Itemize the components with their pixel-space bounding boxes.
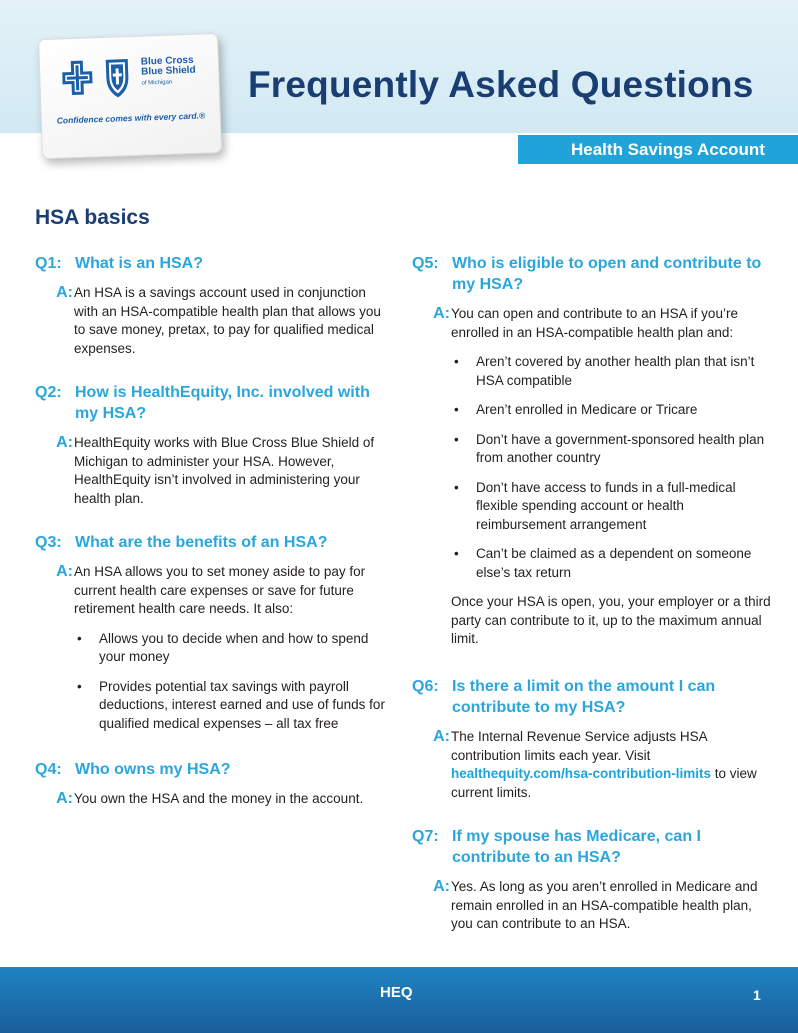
card-tagline: Confidence comes with every card.® xyxy=(56,110,206,126)
answer xyxy=(412,305,772,649)
subtitle-bar: Health Savings Account xyxy=(518,135,798,164)
question-text: What is an HSA? xyxy=(75,255,204,272)
answer-text: Yes. As long as you aren’t enrolled in Medicare and remain enrolled in an HSA-compatible health plan, you can contribute to an HSA. xyxy=(451,879,758,931)
list-item: • Don’t have access to funds in a full-medical flexible spending account or health reimbursement arrangement xyxy=(451,479,772,535)
answer-text-part: to view current limits. xyxy=(451,766,757,800)
question xyxy=(35,759,390,780)
answer-label: A: xyxy=(56,563,73,580)
list-item: • Aren’t enrolled in Medicare or Tricare xyxy=(451,401,772,420)
faq-item-q7 xyxy=(412,826,772,934)
footer-label: HEQ xyxy=(380,984,413,1001)
answer xyxy=(35,434,390,508)
faq-item-q5 xyxy=(412,253,772,649)
question-text: Is there a limit on the amount I can contribute to my HSA? xyxy=(452,678,716,716)
question-text: If my spouse has Medicare, can I contribute to an HSA? xyxy=(452,828,701,866)
question-text: Who owns my HSA? xyxy=(75,761,231,778)
cross-shield-icon xyxy=(62,57,139,102)
answer-text: An HSA is a savings account used in conjunction with an HSA-compatible health plan that allows you to save money, pretax, to pay for qualified medical expenses. xyxy=(74,285,381,356)
question xyxy=(35,382,390,424)
bullet-list xyxy=(451,353,772,582)
list-item: • Allows you to decide when and how to spend your money xyxy=(74,630,390,667)
section-title: HSA basics xyxy=(35,206,150,229)
card-brand xyxy=(141,56,197,89)
question xyxy=(412,826,772,868)
question xyxy=(35,532,390,553)
question-text: How is HealthEquity, Inc. involved with my HSA? xyxy=(75,384,370,422)
question-text: Who is eligible to open and contribute to my HSA? xyxy=(452,255,762,293)
page-title: Frequently Asked Questions xyxy=(248,64,754,105)
answer-text-part: The Internal Revenue Service adjusts HSA contribution limits each year. Visit xyxy=(451,729,707,763)
card-brand-line1: Blue Cross xyxy=(140,54,194,68)
answer-text: An HSA allows you to set money aside to pay for current health care expenses or save for future retirement health care needs. It also: xyxy=(74,564,366,616)
list-item: • Aren’t covered by another health plan that isn’t HSA compatible xyxy=(451,353,772,390)
answer-followup-text: Once your HSA is open, you, your employer or a third party can contribute to it, up to the maximum annual limit. xyxy=(451,594,771,646)
answer-body xyxy=(74,563,390,744)
answer-text: You own the HSA and the money in the account. xyxy=(74,791,364,806)
question-number: Q5: xyxy=(412,255,439,272)
answer-text: You can open and contribute to an HSA if you’re enrolled in an HSA-compatible health plan and: xyxy=(451,306,738,340)
answer xyxy=(412,728,772,802)
bcbs-card-logo xyxy=(38,33,222,159)
card-brand-line2: Blue Shield xyxy=(140,64,196,78)
footer-band xyxy=(0,967,798,1033)
faq-item-q6 xyxy=(412,676,772,802)
list-item: • Don’t have a government-sponsored health plan from another country xyxy=(451,431,772,468)
answer-label: A: xyxy=(433,305,450,322)
answer-body xyxy=(74,284,390,358)
question xyxy=(412,676,772,718)
list-item: • Can’t be claimed as a dependent on someone else’s tax return xyxy=(451,545,772,582)
answer-label: A: xyxy=(433,878,450,895)
answer-text: HealthEquity works with Blue Cross Blue Shield of Michigan to administer your HSA. However, HealthEquity isn’t involved in administering your health plan. xyxy=(74,435,375,506)
answer-body xyxy=(451,728,772,802)
answer xyxy=(35,790,390,809)
contribution-limits-link[interactable]: healthequity.com/hsa-contribution-limits xyxy=(451,766,712,781)
question xyxy=(412,253,772,295)
bullet-list xyxy=(74,630,390,734)
answer-label: A: xyxy=(56,434,73,451)
answer-body xyxy=(74,790,390,809)
question xyxy=(35,253,390,274)
question-number: Q4: xyxy=(35,761,62,778)
faq-item-q1 xyxy=(35,253,390,358)
page-number: 1 xyxy=(753,987,761,1003)
answer-text xyxy=(451,728,772,802)
answer-body xyxy=(74,434,390,508)
question-number: Q1: xyxy=(35,255,62,272)
faq-item-q3 xyxy=(35,532,390,744)
answer xyxy=(35,563,390,744)
answer-label: A: xyxy=(56,284,73,301)
question-number: Q3: xyxy=(35,534,62,551)
question-number: Q6: xyxy=(412,678,439,695)
question-number: Q7: xyxy=(412,828,439,845)
answer-body xyxy=(451,878,772,934)
question-number: Q2: xyxy=(35,384,62,401)
list-item: • Provides potential tax savings with payroll deductions, interest earned and use of funds for qualified medical expenses – all tax free xyxy=(74,678,390,734)
answer-label: A: xyxy=(56,790,73,807)
answer xyxy=(35,284,390,358)
answer-body xyxy=(451,305,772,649)
answer-label: A: xyxy=(433,728,450,745)
faq-item-q4 xyxy=(35,759,390,809)
faq-item-q2 xyxy=(35,382,390,508)
question-text: What are the benefits of an HSA? xyxy=(75,534,328,551)
answer xyxy=(412,878,772,934)
card-brand-line3: of Michigan xyxy=(141,79,173,87)
